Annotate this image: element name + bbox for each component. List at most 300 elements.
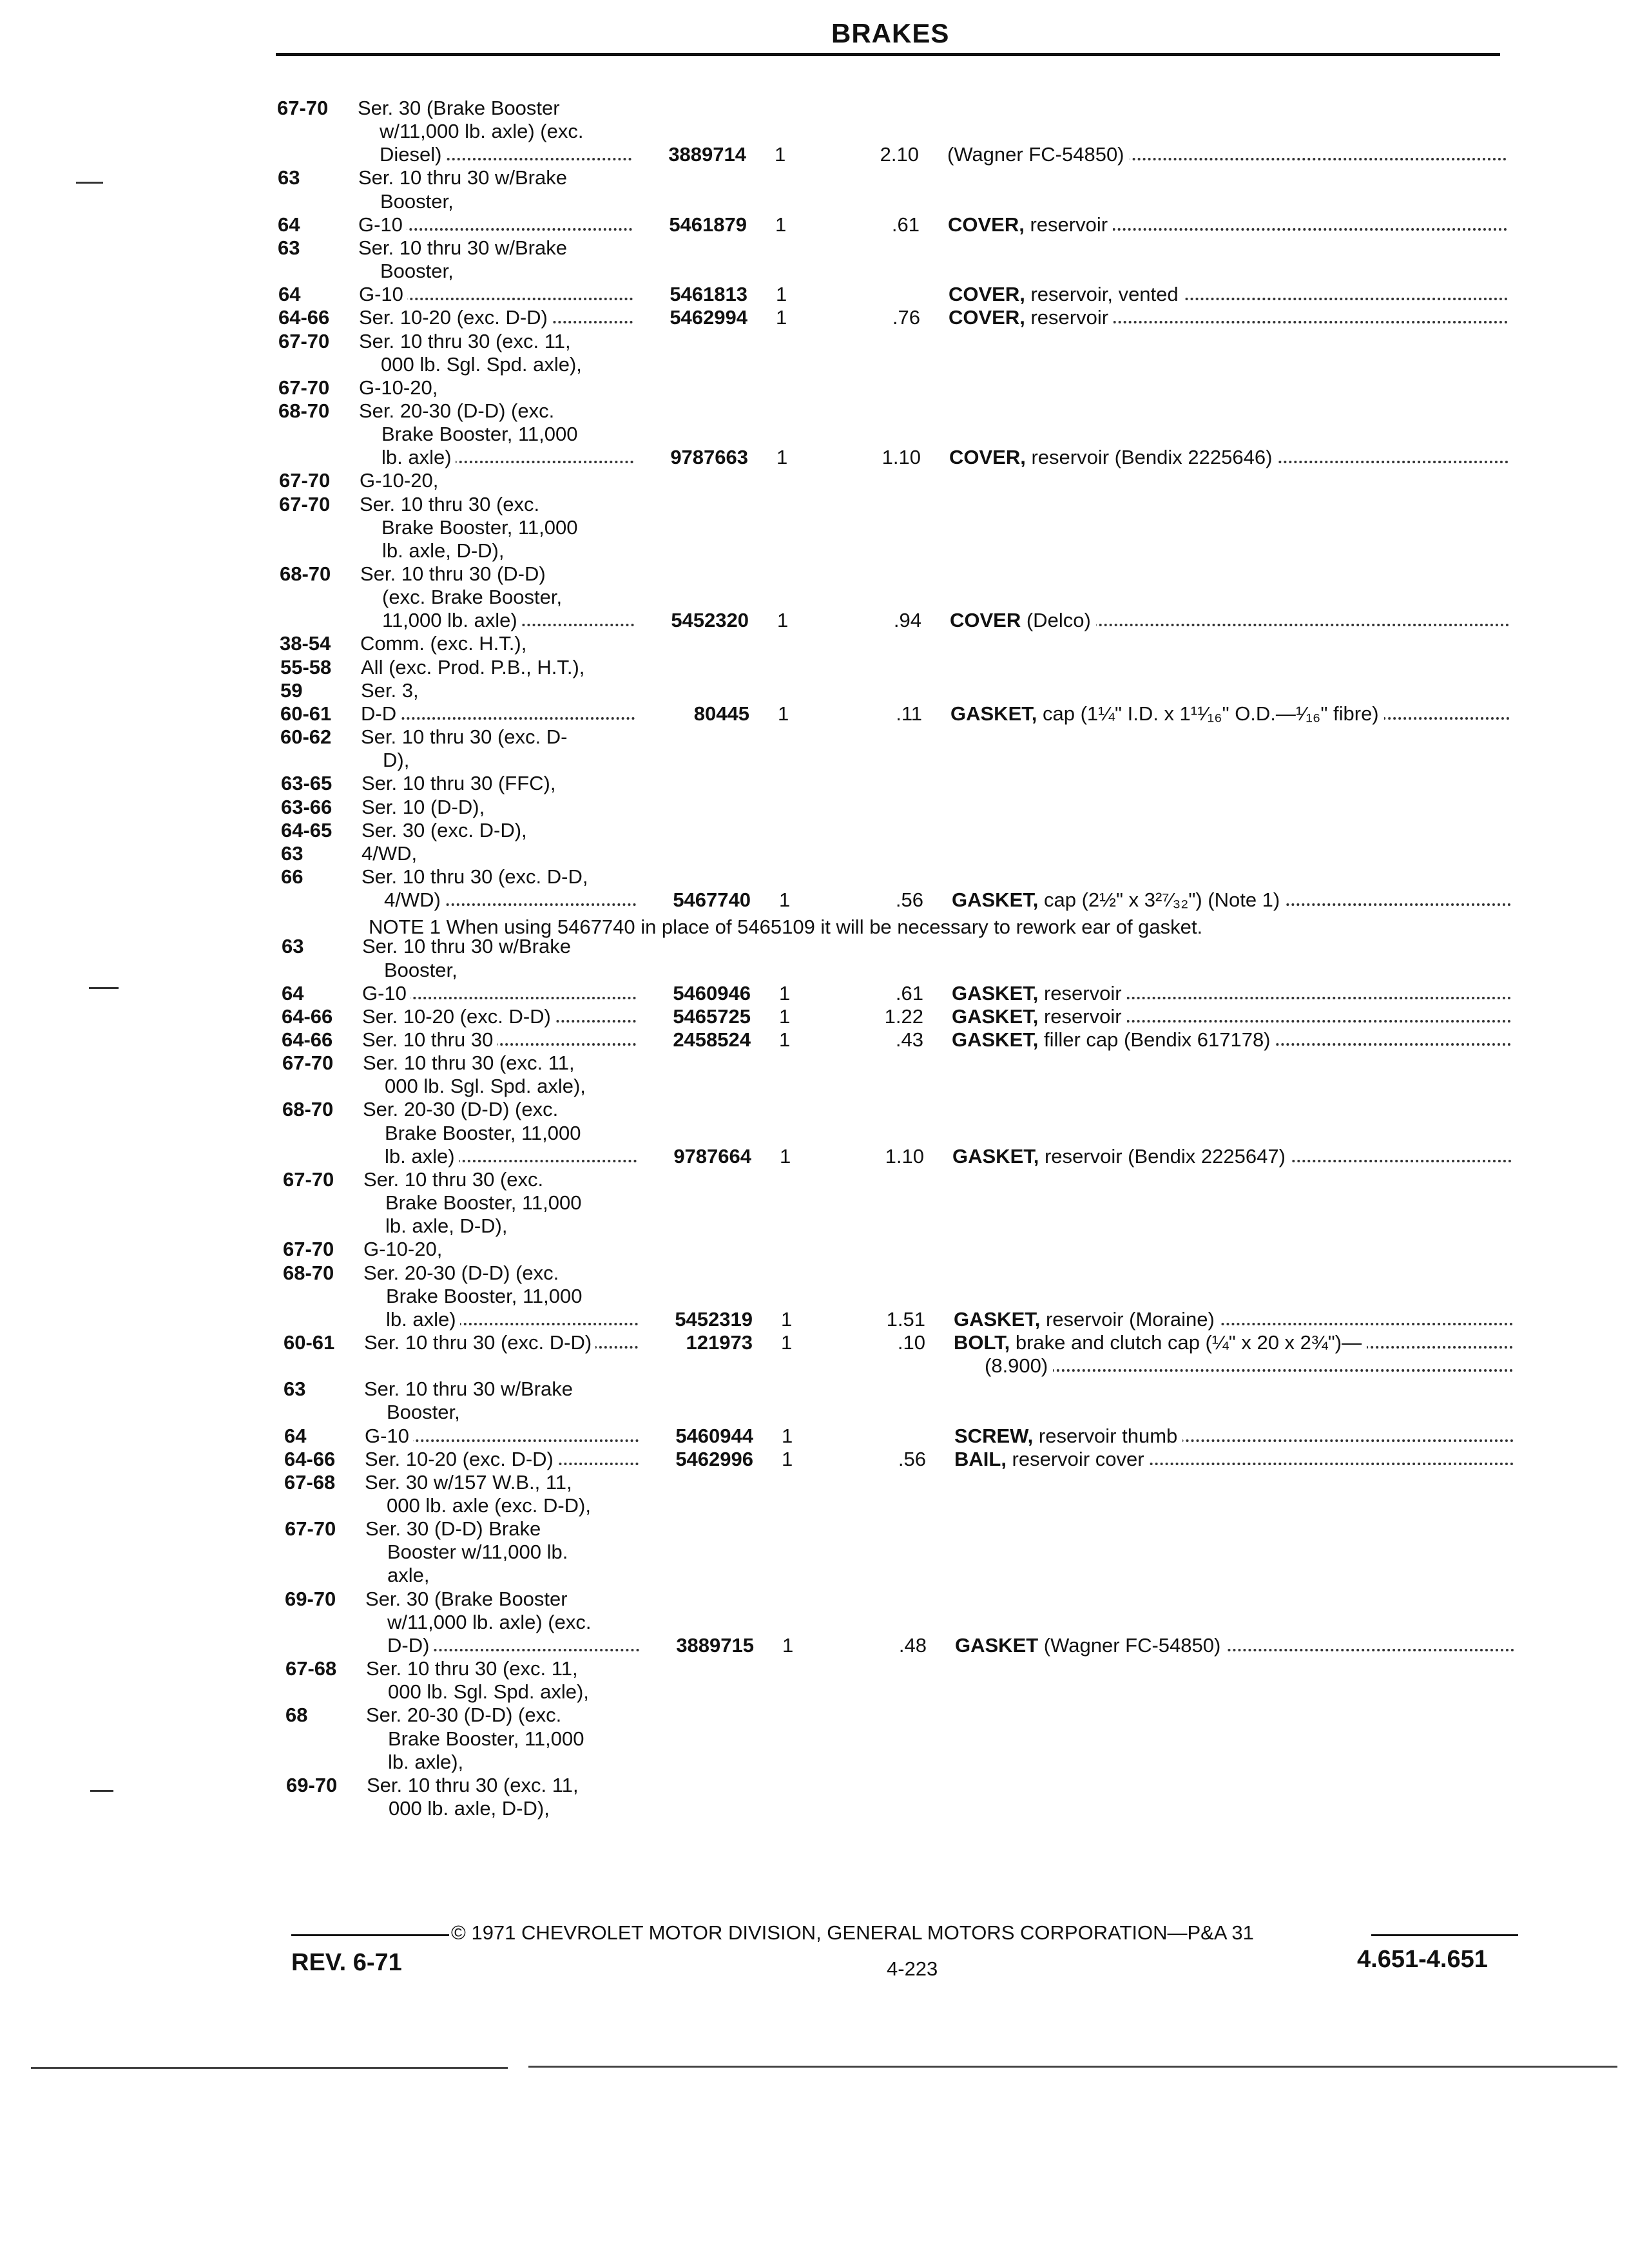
price: .43: [895, 1028, 923, 1051]
application-desc: [362, 982, 636, 1005]
part-name: GASKET,: [954, 1308, 1041, 1331]
table-row: [0, 1262, 1629, 1285]
application-desc: [358, 213, 632, 236]
part-description-text: [952, 1028, 1276, 1051]
table-row: [0, 1541, 1629, 1564]
part-name: GASKET: [955, 1634, 1039, 1657]
application-desc: [384, 959, 745, 982]
part-detail: brake and clutch cap (¼" x 20 x 2¾")—: [1010, 1331, 1362, 1354]
application-text: Ser. 10 thru 30 w/Brake: [358, 236, 571, 259]
application-desc: [358, 97, 718, 120]
year-range: 68: [285, 1704, 308, 1726]
application-text: Ser. 10 thru 30 (exc. 11,: [359, 330, 575, 352]
part-number: 5462994: [670, 306, 747, 329]
application-desc: [380, 260, 741, 283]
part-name: GASKET,: [952, 1028, 1039, 1051]
year-range: 60-61: [280, 702, 332, 725]
application-desc: [380, 190, 741, 213]
year-range: 63-66: [281, 796, 333, 818]
table-row: [0, 749, 1629, 772]
year-range: 63-65: [281, 772, 333, 794]
year-range: 67-70: [279, 493, 331, 515]
year-range: 64: [278, 213, 300, 236]
price: 1.51: [886, 1308, 925, 1331]
table-row: [0, 120, 1629, 143]
price: .76: [892, 306, 920, 329]
table-row: [0, 1774, 1629, 1797]
year-range: 64-66: [282, 1005, 333, 1028]
application-text: Ser. 10 thru 30 (exc. D-D): [364, 1331, 595, 1354]
part-description-text: [952, 1145, 1291, 1168]
part-number: 5452320: [671, 609, 749, 631]
quantity: 1: [778, 702, 789, 725]
application-desc: [385, 1122, 746, 1145]
section-number: 4.651-4.651: [1357, 1946, 1488, 1973]
part-name: GASKET,: [952, 1005, 1039, 1028]
table-row: [0, 376, 1629, 399]
table-row: [0, 399, 1629, 423]
table-row: [0, 656, 1629, 679]
part-description: [952, 1145, 1512, 1168]
price: .11: [896, 702, 922, 725]
table-row: [0, 1425, 1629, 1448]
application-desc: [360, 562, 721, 586]
application-desc: [361, 865, 722, 889]
quantity: 1: [782, 1634, 794, 1657]
application-text: Ser. 10 thru 30 w/Brake: [362, 935, 575, 957]
application-desc: [366, 1657, 727, 1680]
application-desc: [364, 1378, 725, 1401]
part-detail: reservoir: [1038, 1005, 1122, 1028]
revision: REV. 6-71: [291, 1949, 402, 1976]
year-range: 64: [284, 1425, 307, 1447]
part-number: 5460946: [673, 982, 751, 1004]
part-description: [985, 1354, 1513, 1378]
part-number: 9787664: [673, 1145, 751, 1168]
table-row: [0, 1611, 1629, 1634]
application-desc: [359, 283, 633, 306]
price: .61: [891, 213, 920, 236]
application-desc: [380, 143, 631, 166]
table-row: [0, 1075, 1629, 1098]
table-row: [0, 609, 1629, 632]
part-description-text: [949, 283, 1184, 305]
application-desc: [358, 166, 719, 189]
application-text: lb. axle, D-D),: [382, 539, 508, 562]
year-range: 67-70: [283, 1238, 334, 1260]
application-desc: [363, 1168, 724, 1191]
application-text: D),: [383, 749, 413, 771]
application-text: Ser. 10 thru 30 (exc. 11,: [367, 1774, 583, 1796]
year-range: 38-54: [280, 632, 331, 655]
quantity: 1: [782, 1448, 793, 1470]
year-range: 68-70: [280, 562, 331, 585]
part-description: [954, 1448, 1514, 1471]
table-row: [0, 353, 1629, 376]
price: .61: [895, 982, 923, 1004]
application-text: lb. axle, D-D),: [385, 1215, 511, 1237]
part-name: BOLT,: [954, 1331, 1010, 1354]
application-text: lb. axle): [381, 446, 456, 468]
table-row: [0, 1471, 1629, 1494]
part-name: COVER: [950, 609, 1021, 631]
year-range: 67-70: [277, 97, 329, 119]
year-range: 68-70: [282, 1098, 334, 1120]
part-name: GASKET,: [952, 889, 1039, 911]
application-text: G-10: [358, 213, 407, 236]
table-row: [0, 632, 1629, 655]
part-description: [954, 1308, 1513, 1331]
year-range: 67-68: [285, 1657, 337, 1680]
table-row: [0, 469, 1629, 492]
application-desc: [362, 1005, 636, 1028]
part-description: [948, 213, 1507, 236]
table-row: [0, 283, 1629, 306]
application-text: Ser. 10-20 (exc. D-D): [359, 306, 552, 329]
application-text: Brake Booster, 11,000: [381, 423, 581, 445]
application-desc: [363, 1262, 724, 1285]
year-range: 63: [282, 935, 304, 957]
part-detail: reservoir cover: [1006, 1448, 1144, 1470]
quantity: 1: [779, 889, 791, 911]
part-description-text: [950, 609, 1096, 631]
application-desc: [385, 1191, 746, 1215]
part-description: [952, 1028, 1511, 1052]
price: 1.22: [884, 1005, 923, 1028]
part-description-text: [949, 306, 1113, 329]
application-text: Booster,: [384, 959, 461, 981]
application-desc: [365, 1588, 726, 1611]
table-row: [0, 423, 1629, 446]
application-text: 11,000 lb. axle): [382, 609, 521, 631]
application-text: Ser. 10 thru 30 w/Brake: [358, 166, 571, 189]
part-detail: reservoir (Bendix 2225647): [1039, 1145, 1286, 1168]
part-number: 5460944: [675, 1425, 753, 1447]
application-desc: [382, 609, 634, 632]
application-text: axle,: [387, 1564, 433, 1586]
quantity: 1: [779, 982, 791, 1004]
part-detail: reservoir, vented: [1025, 283, 1179, 305]
table-row: [0, 1564, 1629, 1587]
application-desc: [384, 889, 636, 912]
table-row: [0, 190, 1629, 213]
footer-rule-left: [291, 1934, 449, 1936]
table-row: [0, 1285, 1629, 1308]
application-text: Ser. 10-20 (exc. D-D): [365, 1448, 557, 1470]
part-description-text: [948, 213, 1113, 236]
part-name: COVER,: [948, 213, 1025, 236]
application-text: Ser. 30 (exc. D-D),: [361, 819, 531, 841]
table-row: [0, 726, 1629, 749]
quantity: 1: [776, 306, 787, 329]
table-row: [0, 1727, 1629, 1751]
application-desc: [360, 493, 720, 516]
part-detail: filler cap (Bendix 617178): [1038, 1028, 1271, 1051]
application-text: Ser. 20-30 (D-D) (exc.: [363, 1262, 563, 1284]
application-desc: [388, 1727, 749, 1751]
part-detail: reservoir: [1038, 982, 1122, 1004]
page-number: 4-223: [887, 1957, 938, 1980]
price: .56: [898, 1448, 926, 1470]
application-desc: [361, 796, 722, 819]
part-name: COVER,: [949, 446, 1026, 468]
application-text: lb. axle): [385, 1145, 459, 1168]
table-row: [0, 982, 1629, 1005]
application-text: 000 lb. Sgl. Spd. axle),: [385, 1075, 590, 1097]
table-row: [0, 1331, 1629, 1354]
application-text: Ser. 30 (D-D) Brake: [365, 1517, 545, 1540]
table-row: [0, 330, 1629, 353]
application-desc: [365, 1517, 726, 1541]
part-description-text: [955, 1634, 1226, 1657]
application-desc: [359, 306, 633, 329]
application-desc: [381, 353, 742, 376]
table-row: [0, 1797, 1629, 1820]
table-row: [0, 1215, 1629, 1238]
application-text: Ser. 20-30 (D-D) (exc.: [363, 1098, 562, 1120]
part-description: [950, 609, 1509, 632]
application-text: lb. axle): [386, 1308, 460, 1331]
quantity: 1: [776, 283, 787, 305]
part-description-text: [954, 1425, 1182, 1447]
quantity: 1: [781, 1308, 793, 1331]
part-description-text: [952, 982, 1127, 1004]
year-range: 67-70: [278, 376, 330, 399]
table-row: [0, 213, 1629, 236]
application-text: All (exc. Prod. P.B., H.T.),: [361, 656, 588, 678]
part-detail: cap (1¼" I.D. x 1¹¹⁄₁₆" O.D.—¹⁄₁₆" fibre): [1037, 702, 1379, 725]
application-desc: [363, 1052, 724, 1075]
table-row: [0, 1191, 1629, 1215]
table-row: [0, 772, 1629, 795]
table-row: [0, 865, 1629, 889]
application-text: Ser. 10 thru 30 (D-D): [360, 562, 550, 585]
year-range: 69-70: [285, 1588, 336, 1610]
part-description-text: [954, 1331, 1367, 1354]
application-desc: [389, 1797, 749, 1820]
table-row: [0, 1145, 1629, 1168]
part-name: COVER,: [949, 283, 1025, 305]
application-text: Ser. 10 thru 30 (FFC),: [361, 772, 560, 794]
application-text: Brake Booster, 11,000: [386, 1285, 586, 1307]
application-desc: [358, 236, 719, 260]
quantity: 1: [779, 1028, 791, 1051]
margin-mark: [89, 987, 119, 989]
price: .48: [898, 1634, 927, 1657]
part-number: 5467740: [673, 889, 751, 911]
application-text: Ser. 10-20 (exc. D-D): [362, 1005, 555, 1028]
application-desc: [381, 446, 633, 469]
part-description-text: [949, 446, 1277, 468]
year-range: 66: [281, 865, 304, 888]
application-desc: [359, 376, 720, 399]
table-row: [0, 1005, 1629, 1028]
application-desc: [381, 516, 742, 539]
application-desc: [387, 1564, 748, 1587]
application-text: D-D): [387, 1634, 433, 1657]
application-text: G-10: [359, 283, 407, 305]
year-range: 68-70: [278, 399, 330, 422]
part-detail: reservoir (Moraine): [1040, 1308, 1215, 1331]
application-desc: [359, 330, 720, 353]
part-description-text: [947, 143, 1130, 166]
application-desc: [360, 632, 721, 655]
application-desc: [361, 772, 722, 795]
application-desc: [361, 656, 722, 679]
table-row: [0, 97, 1629, 120]
table-row: [0, 539, 1629, 562]
year-range: 64-66: [278, 306, 330, 329]
part-description-text: [954, 1448, 1150, 1470]
year-range: 63: [278, 166, 300, 189]
table-row: [0, 562, 1629, 586]
application-text: Ser. 10 thru 30 (exc. 11,: [363, 1052, 579, 1074]
table-row: [0, 306, 1629, 329]
application-desc: [382, 539, 743, 562]
application-text: Ser. 30 w/157 W.B., 11,: [365, 1471, 576, 1494]
table-row: [0, 586, 1629, 609]
application-text: 000 lb. Sgl. Spd. axle),: [388, 1680, 593, 1703]
application-desc: [382, 586, 743, 609]
table-row: [0, 1378, 1629, 1401]
year-range: 55-58: [280, 656, 332, 678]
application-text: Booster,: [380, 260, 458, 282]
application-desc: [387, 1611, 748, 1634]
price: 1.10: [885, 1145, 924, 1168]
application-text: Brake Booster, 11,000: [388, 1727, 588, 1750]
scan-line: [31, 2067, 508, 2069]
application-text: lb. axle),: [388, 1751, 467, 1773]
application-text: Ser. 10 thru 30 (exc. D-D,: [361, 865, 592, 888]
part-name: GASKET,: [950, 702, 1037, 725]
part-detail: (Delco): [1021, 609, 1091, 631]
table-row: [0, 842, 1629, 865]
application-text: Ser. 20-30 (D-D) (exc.: [359, 399, 558, 422]
application-desc: [365, 1425, 639, 1448]
application-desc: [366, 1704, 727, 1727]
footer-rule-right: [1371, 1934, 1518, 1936]
page-title: BRAKES: [831, 18, 950, 48]
table-row: [0, 1704, 1629, 1727]
part-detail: reservoir: [1024, 213, 1108, 236]
part-description: [950, 702, 1510, 726]
year-range: 67-70: [279, 469, 331, 492]
part-name: COVER,: [949, 306, 1025, 329]
application-text: Ser. 30 (Brake Booster: [365, 1588, 572, 1610]
part-detail: (Wagner FC-54850): [947, 143, 1124, 166]
application-text: 4/WD): [384, 889, 445, 911]
part-description: [954, 1331, 1513, 1354]
part-description-text: [950, 702, 1384, 725]
price: 1.10: [882, 446, 921, 468]
table-row: [0, 1028, 1629, 1052]
part-number: 3889715: [676, 1634, 754, 1657]
year-range: 67-70: [283, 1168, 334, 1191]
part-description-text: [985, 1354, 1053, 1377]
application-desc: [387, 1494, 747, 1517]
application-text: (exc. Brake Booster,: [382, 586, 566, 608]
quantity: 1: [780, 1145, 791, 1168]
table-row: [0, 1401, 1629, 1424]
application-desc: [385, 1215, 746, 1238]
year-range: 67-70: [278, 330, 330, 352]
application-desc: [361, 702, 635, 726]
application-text: Booster,: [387, 1401, 464, 1423]
application-text: Diesel): [380, 143, 445, 166]
part-number: 5452319: [675, 1308, 753, 1331]
application-text: Ser. 10 thru 30 (exc. 11,: [366, 1657, 582, 1680]
table-row: [0, 959, 1629, 982]
table-row: [0, 1588, 1629, 1611]
table-row: [0, 1517, 1629, 1541]
table-row: [0, 1122, 1629, 1145]
quantity: 1: [776, 446, 788, 468]
part-description-text: [952, 1005, 1127, 1028]
application-desc: [365, 1448, 639, 1471]
application-desc: [387, 1401, 747, 1424]
price: .10: [897, 1331, 925, 1354]
part-number: 5461879: [669, 213, 747, 236]
application-desc: [385, 1145, 637, 1168]
year-range: 67-70: [285, 1517, 336, 1540]
application-desc: [387, 1634, 639, 1657]
application-text: 000 lb. Sgl. Spd. axle),: [381, 353, 586, 376]
part-detail: cap (2½" x 3²⁷⁄₃₂") (Note 1): [1038, 889, 1280, 911]
application-desc: [386, 1354, 747, 1378]
year-range: 60-62: [280, 726, 332, 748]
table-row: [0, 796, 1629, 819]
year-range: 63: [284, 1378, 306, 1400]
part-detail: reservoir thumb: [1033, 1425, 1178, 1447]
table-row: [0, 1098, 1629, 1121]
application-desc: [364, 1331, 638, 1354]
table-row: [0, 702, 1629, 726]
application-text: Ser. 10 thru 30 w/Brake: [364, 1378, 577, 1400]
application-desc: [383, 749, 744, 772]
margin-mark: [90, 1790, 113, 1792]
table-row: [0, 1494, 1629, 1517]
application-text: w/11,000 lb. axle) (exc.: [387, 1611, 595, 1633]
application-text: G-10-20,: [359, 376, 441, 399]
part-name: GASKET,: [952, 982, 1039, 1004]
table-row: [0, 143, 1629, 166]
part-number: 121973: [686, 1331, 753, 1354]
price: .94: [893, 609, 921, 631]
application-desc: [380, 120, 740, 143]
application-desc: [359, 399, 720, 423]
year-range: 69-70: [286, 1774, 338, 1796]
application-desc: [365, 1471, 726, 1494]
year-range: 64-65: [281, 819, 333, 841]
table-row: [0, 446, 1629, 469]
table-row: [0, 1448, 1629, 1471]
part-description: [955, 1634, 1514, 1657]
part-name: SCREW,: [954, 1425, 1034, 1447]
year-range: 63: [278, 236, 300, 259]
application-text: Ser. 10 thru 30 (exc.: [360, 493, 543, 515]
table-row: [0, 166, 1629, 189]
application-text: G-10: [365, 1425, 413, 1447]
year-range: 67-68: [284, 1471, 336, 1494]
year-range: 67-70: [282, 1052, 334, 1074]
part-detail: reservoir: [1025, 306, 1109, 329]
table-row: [0, 679, 1629, 702]
application-text: Booster w/11,000 lb.: [387, 1541, 572, 1563]
price: .56: [895, 889, 923, 911]
part-name: GASKET,: [952, 1145, 1039, 1168]
part-number: 9787663: [670, 446, 748, 468]
part-number: 5461813: [670, 283, 747, 305]
